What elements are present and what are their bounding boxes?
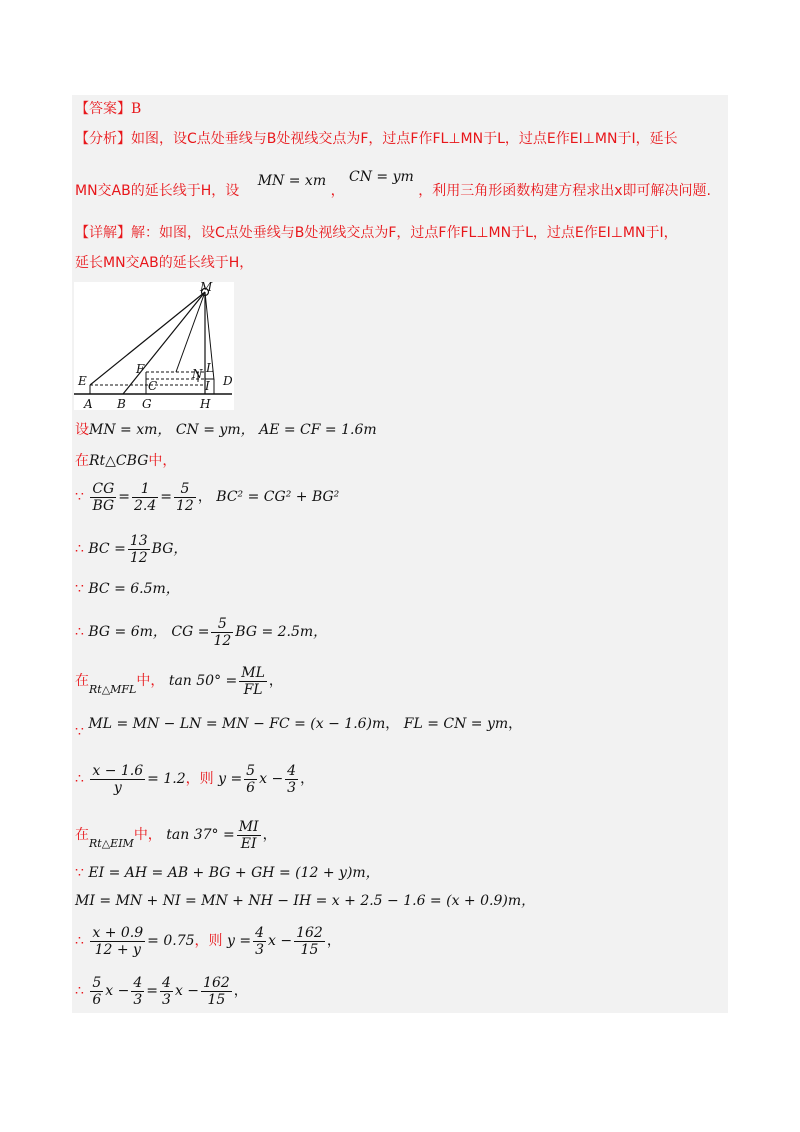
fl-equation: FL = CN = ym bbox=[403, 716, 509, 732]
analysis-line-1 bbox=[75, 130, 678, 148]
frac-cg-bg: $\frac{CG}{BG}$ bbox=[92, 480, 115, 514]
step-2-prefix: 在 bbox=[75, 453, 89, 469]
step-5 bbox=[75, 580, 180, 598]
step-8: ∵ ML = MN − LN = MN − FC = (x − 1.6)m， FL = CN = ym， bbox=[75, 716, 523, 740]
step-14: ∴ $\frac{5}{6}$ x − $\frac{4}{3}$ = $\frac{4}{3}$ x − $\frac{162}{15}$ ， bbox=[75, 974, 248, 1008]
step-1 bbox=[75, 421, 377, 439]
therefore-symbol: ∴ bbox=[75, 933, 84, 949]
therefore-symbol: ∴ bbox=[75, 624, 84, 640]
pythagoras-eq: BC² = CG² + BG² bbox=[216, 489, 340, 505]
step-10-suffix: 中， bbox=[133, 827, 162, 843]
step-6: ∴ BG = 6m， CG = $\frac{5}{12}$ BG = 2.5m， bbox=[75, 615, 328, 649]
ml-equation: ML = MN − LN = MN − FC = (x − 1.6)m bbox=[88, 716, 386, 732]
analysis-cn: CN = ym bbox=[349, 169, 414, 185]
step-2-triangle: Rt△CBG bbox=[89, 453, 149, 469]
analysis-text-2b: ，利用三角形函数构建方程求出x即可解决问题. bbox=[418, 183, 711, 199]
step-7-triangle: Rt△MFL bbox=[89, 683, 137, 696]
answer-line bbox=[75, 100, 141, 118]
frac-1-2-4: $\frac{1}{2.4}$ bbox=[134, 480, 157, 514]
step-1-cn: CN = ym， bbox=[175, 422, 255, 438]
label-i: I bbox=[205, 379, 210, 393]
frac-5-6: $\frac{5}{6}$ bbox=[92, 974, 102, 1008]
label-c: C bbox=[148, 379, 158, 393]
frac-5-12: $\frac{5}{12}$ bbox=[213, 615, 232, 649]
ei-equation: EI = AH = AB + BG + GH = (12 + y)m， bbox=[88, 865, 380, 881]
step-4: ∴ BC = $\frac{13}{12}$ BG， bbox=[75, 532, 188, 566]
frac-x09-12y: $\frac{x + 0.9}{12 + y}$ bbox=[92, 924, 144, 958]
frac-162-15: $\frac{162}{15}$ bbox=[296, 924, 323, 958]
step-13: ∴ $\frac{x + 0.9}{12 + y}$ = 0.75，则 y = $\frac{4}{3}$ x − $\frac{162}{15}$ ， bbox=[75, 924, 341, 958]
frac-13-12: $\frac{13}{12}$ bbox=[129, 532, 148, 566]
therefore-symbol: ∴ bbox=[75, 541, 84, 557]
step-2-suffix: 中， bbox=[148, 453, 177, 469]
label-h: H bbox=[200, 397, 211, 410]
therefore-symbol: ∴ bbox=[75, 771, 84, 787]
label-n: N bbox=[192, 367, 203, 381]
step-10: 在$_{Rt\triangle EIM}$中， tan 37° = $\frac{MI}{EI}$ ， bbox=[75, 818, 277, 852]
frac-mi-ei: $\frac{MI}{EI}$ bbox=[238, 818, 259, 852]
frac-4-3: $\frac{4}{3}$ bbox=[133, 974, 143, 1008]
because-symbol: ∵ bbox=[75, 489, 84, 505]
geometry-figure bbox=[74, 282, 234, 410]
label-l: L bbox=[206, 361, 214, 375]
step-12 bbox=[75, 892, 535, 910]
because-symbol: ∵ bbox=[75, 724, 84, 740]
detail-text-2: 延长MN交AB的延长线于H， bbox=[75, 255, 254, 271]
step-1-ae: AE = CF = 1.6m bbox=[259, 422, 377, 438]
answer-tag: 【答案】 bbox=[75, 101, 131, 117]
analysis-line-2: MN交AB的延长线于H，设 MN = xm ， CN = ym ，利用三角形函数构建方程求出x即可解决问题. bbox=[75, 169, 711, 199]
frac-4-3: $\frac{4}{3}$ bbox=[287, 762, 297, 796]
step-7-suffix: 中， bbox=[136, 673, 165, 689]
because-symbol: ∵ bbox=[75, 581, 84, 597]
step-1-mn: MN = xm， bbox=[89, 422, 172, 438]
step-9: ∴ $\frac{x - 1.6}{y}$ = 1.2，则 y = $\frac{5}{6}$ x − $\frac{4}{3}$ ， bbox=[75, 762, 315, 796]
mi-equation: MI = MN + NI = MN + NH − IH = x + 2.5 − 1.6 = (x + 0.9)m， bbox=[75, 893, 536, 909]
step-7: 在$_{Rt\triangle MFL}$中， tan 50° = $\frac{ML}{FL}$ ， bbox=[75, 664, 283, 698]
because-symbol: ∵ bbox=[75, 865, 84, 881]
analysis-mn: MN = xm bbox=[257, 173, 327, 189]
label-g: G bbox=[142, 397, 152, 410]
analysis-text-2a: MN交AB的延长线于H，设 bbox=[75, 183, 240, 199]
bg-value: BG = 6m， bbox=[88, 624, 167, 640]
label-m: M bbox=[200, 282, 213, 294]
frac-ml-fl: $\frac{ML}{FL}$ bbox=[241, 664, 265, 698]
step-10-prefix: 在 bbox=[75, 827, 89, 843]
label-e: E bbox=[78, 374, 87, 388]
label-a: A bbox=[84, 397, 93, 410]
frac-4-3-b: $\frac{4}{3}$ bbox=[162, 974, 171, 1008]
therefore-symbol: ∴ bbox=[75, 983, 84, 999]
frac-4-3: $\frac{4}{3}$ bbox=[255, 924, 264, 958]
geometry-diagram bbox=[74, 282, 234, 410]
frac-x-y: $\frac{x - 1.6}{y}$ bbox=[92, 762, 144, 796]
analysis-text-1: 如图，设C点处垂线与B处视线交点为F，过点F作FL⊥MN于L，过点E作EI⊥MN于I，延长 bbox=[131, 131, 678, 147]
detail-line-1 bbox=[75, 224, 678, 242]
bc-value: BC = 6.5m， bbox=[88, 581, 180, 597]
step-1-prefix: 设 bbox=[75, 422, 89, 438]
label-f: F bbox=[136, 362, 145, 376]
detail-text-1: 解：如图，设C点处垂线与B处视线交点为F，过点F作FL⊥MN于L，过点E作EI⊥MN于I， bbox=[131, 225, 678, 241]
step-11 bbox=[75, 864, 380, 882]
answer-value: B bbox=[131, 101, 142, 117]
frac-162-15: $\frac{162}{15}$ bbox=[203, 974, 230, 1008]
detail-line-2 bbox=[75, 254, 253, 272]
analysis-tag: 【分析】 bbox=[75, 131, 131, 147]
detail-tag: 【详解】 bbox=[75, 225, 131, 241]
step-7-prefix: 在 bbox=[75, 673, 89, 689]
label-d: D bbox=[223, 374, 233, 388]
frac-5-6: $\frac{5}{6}$ bbox=[246, 762, 256, 796]
step-10-triangle: Rt△EIM bbox=[89, 837, 134, 850]
label-b: B bbox=[117, 397, 126, 410]
step-2 bbox=[75, 452, 176, 470]
step-3: ∵ $\frac{CG}{BG}$ = $\frac{1}{2.4}$ = $\frac{5}{12}$ ， BC² = CG² + BG² bbox=[75, 480, 340, 514]
frac-5-12: $\frac{5}{12}$ bbox=[176, 480, 194, 514]
